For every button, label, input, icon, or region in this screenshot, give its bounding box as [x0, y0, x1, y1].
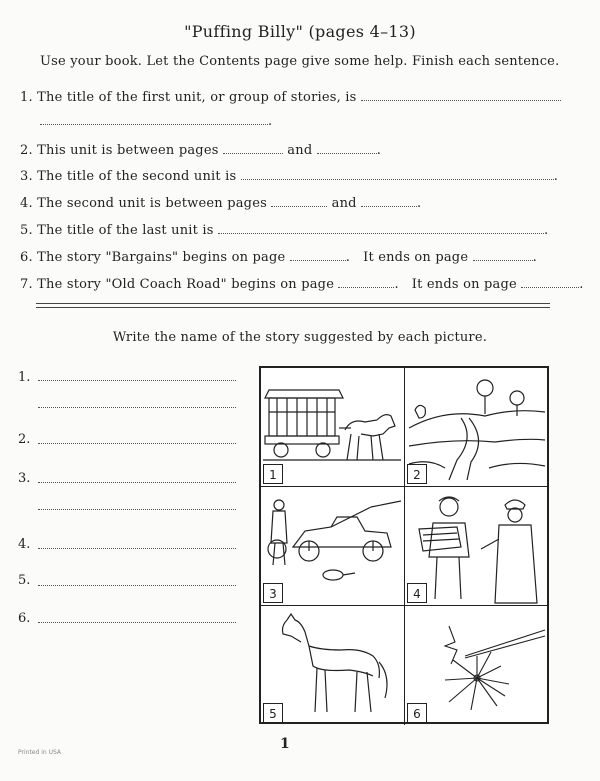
- picture-grid: [259, 366, 549, 724]
- question-2: 2. This unit is between pages and .: [20, 143, 382, 158]
- answer-number-4: 4.: [18, 537, 31, 552]
- picture-old-car: [261, 487, 405, 606]
- picture-label-6: 6: [407, 703, 427, 723]
- divider-line: [36, 303, 550, 304]
- picture-label-4: 4: [407, 583, 427, 603]
- answer-line-1b[interactable]: [38, 397, 236, 408]
- page-number: 1: [280, 736, 290, 752]
- question-6-text: The story "Bargains" begins on page: [37, 250, 286, 265]
- answer-blank[interactable]: [521, 275, 579, 288]
- question-3-text: The title of the second unit is: [37, 169, 237, 184]
- picture-country-road: [405, 368, 549, 487]
- answer-blank[interactable]: [338, 275, 394, 288]
- instructions: Use your book. Let the Contents page give some help. Finish each sentence.: [40, 54, 560, 69]
- answer-blank[interactable]: [241, 167, 554, 180]
- answer-line-5[interactable]: [38, 575, 236, 586]
- answer-line-4[interactable]: [38, 538, 236, 549]
- question-5-text: The title of the last unit is: [37, 223, 214, 238]
- answer-line-2[interactable]: [38, 433, 236, 444]
- question-3: 3. The title of the second unit is .: [20, 169, 559, 184]
- question-1: 1. The title of the first unit, or group of stories, is: [20, 88, 561, 105]
- question-1-text: The title of the first unit, or group of stories, is: [37, 90, 357, 105]
- picture-horse-streetcar: [261, 368, 405, 487]
- answer-blank[interactable]: [223, 141, 283, 154]
- answer-number-2: 2.: [18, 432, 31, 447]
- question-7: 7. The story "Old Coach Road" begins on page . It ends on page .: [20, 277, 584, 292]
- answer-line-6[interactable]: [38, 612, 236, 623]
- question-7-text: The story "Old Coach Road" begins on page: [37, 277, 335, 292]
- divider-line: [36, 307, 550, 308]
- question-1-continuation: .: [40, 112, 272, 129]
- picture-label-1: 1: [263, 464, 283, 484]
- answer-blank[interactable]: [361, 194, 417, 207]
- answer-number-3: 3.: [18, 471, 31, 486]
- answer-blank[interactable]: [218, 221, 544, 234]
- picture-instructions: Write the name of the story suggested by each picture.: [112, 330, 488, 345]
- answer-number-1: 1.: [18, 370, 31, 385]
- answer-line-1[interactable]: [38, 370, 236, 381]
- question-4-text: The second unit is between pages: [37, 196, 267, 211]
- answer-line-3[interactable]: [38, 472, 236, 483]
- question-2-text: This unit is between pages: [37, 143, 219, 158]
- answer-blank[interactable]: [290, 248, 346, 261]
- picture-newsboy: [405, 487, 549, 606]
- answer-blank[interactable]: [40, 112, 268, 125]
- picture-fireworks: [405, 606, 549, 725]
- picture-label-2: 2: [407, 464, 427, 484]
- worksheet-title: "Puffing Billy" (pages 4–13): [184, 22, 416, 41]
- printed-in-usa: Printed in USA: [18, 749, 62, 756]
- answer-blank[interactable]: [473, 248, 533, 261]
- answer-number-5: 5.: [18, 573, 31, 588]
- picture-label-3: 3: [263, 583, 283, 603]
- question-6: 6. The story "Bargains" begins on page . It ends on page .: [20, 250, 537, 265]
- picture-horse: [261, 606, 405, 725]
- picture-label-5: 5: [263, 703, 283, 723]
- answer-blank[interactable]: [317, 141, 377, 154]
- answer-number-6: 6.: [18, 611, 31, 626]
- answer-blank[interactable]: [361, 88, 561, 101]
- answer-line-3b[interactable]: [38, 499, 236, 510]
- answer-blank[interactable]: [271, 194, 327, 207]
- question-5: 5. The title of the last unit is .: [20, 223, 549, 238]
- question-4: 4. The second unit is between pages and .: [20, 196, 422, 211]
